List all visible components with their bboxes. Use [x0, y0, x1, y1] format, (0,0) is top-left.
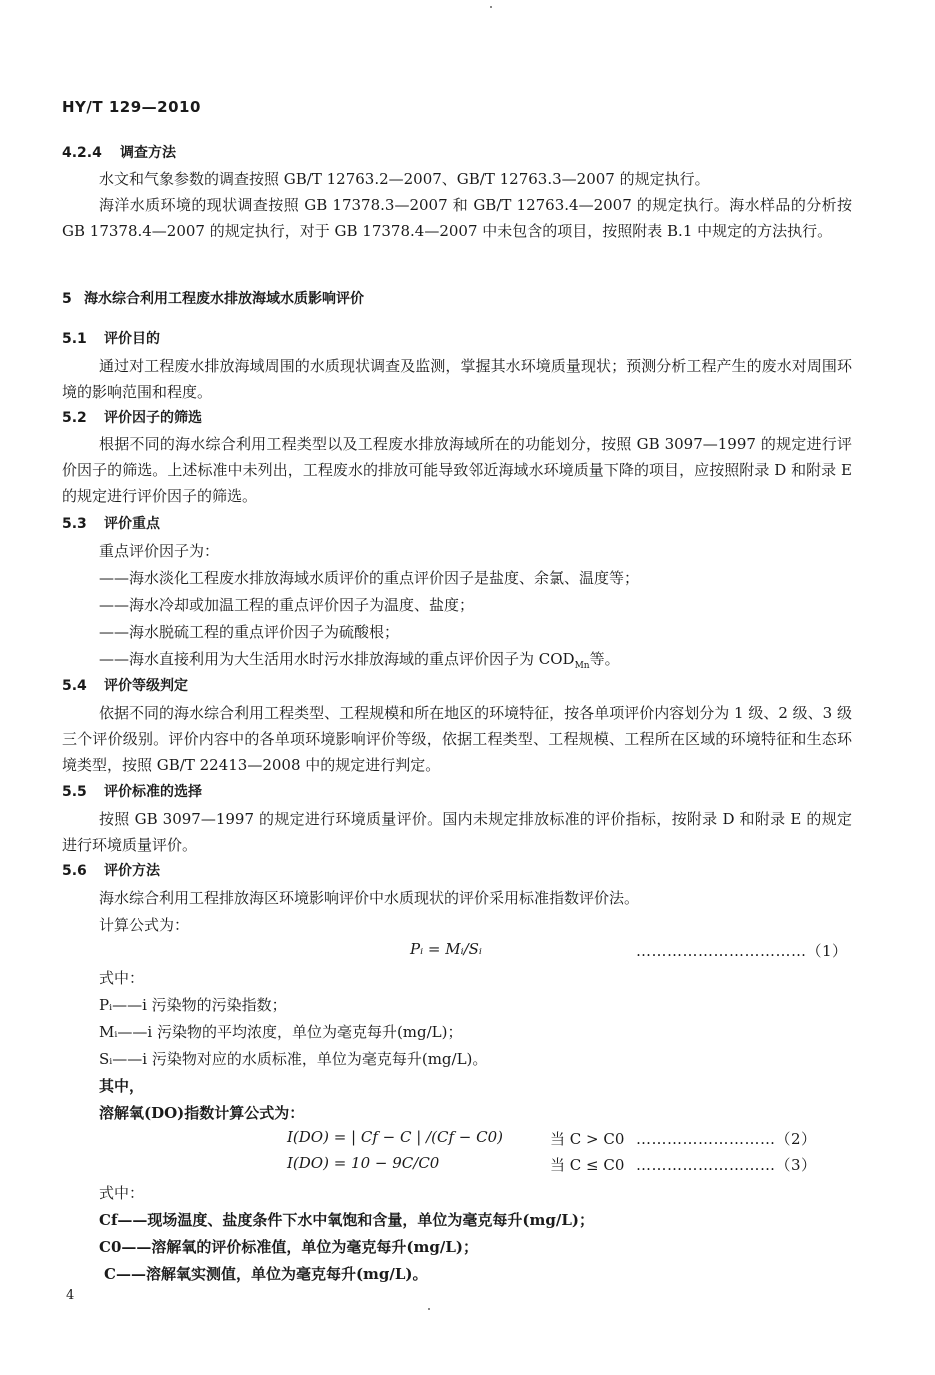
formula-3-number: ………………………（3） [636, 1156, 817, 1174]
among-label: 其中， [99, 1077, 145, 1095]
section-title: 评价标准的选择 [104, 784, 202, 800]
section-title: 评价等级判定 [104, 678, 188, 694]
paragraph-4-2-4-1: 水文和气象参数的调查按照 GB/T 12763.2—2007、GB/T 12763.3—2007 的规定执行。 [99, 170, 710, 188]
section-title: 海水综合利用工程废水排放海域水质影响评价 [84, 291, 364, 307]
paragraph-4-2-4-2: 海洋水质环境的现状调查按照 GB 17378.3—2007 和 GB/T 12763.4—2007 的规定执行。海水样品的分析按 GB 17378.4—2007 的规定执行，对于 GB 17378.4—2007 中未包含的项目，按照附表 B.1 中规定的方法执行。 [62, 196, 852, 240]
page-number: 4 [66, 1288, 75, 1303]
list-item-text: ——海水直接利用为大生活用水时污水排放海域的重点评价因子为 COD [99, 650, 575, 668]
section-title: 评价因子的筛选 [104, 410, 202, 426]
formula-1-number: ……………………………（1） [636, 942, 848, 960]
paragraph-5-6-1: 海水综合利用工程排放海区环境影响评价中水质现状的评价采用标准指数评价法。 [99, 889, 640, 907]
section-title: 评价方法 [104, 863, 160, 879]
definition-s: Sᵢ——i 污染物对应的水质标准，单位为毫克每升(mg/L)。 [99, 1050, 488, 1068]
definition-p: Pᵢ——i 污染物的污染指数； [99, 996, 287, 1014]
definition-cf: Cf——现场温度、盐度条件下水中氧饱和含量，单位为毫克每升(mg/L)； [99, 1211, 594, 1229]
do-formula-intro: 溶解氧(DO)指数计算公式为： [99, 1104, 305, 1122]
paragraph-5-4: 依据不同的海水综合利用工程类型、工程规模和所在地区的环境特征，按各单项评价内容划分为 1 级、2 级、3 级三个评价级别。评价内容中的各单项环境影响评价等级，依据工程类型、工程规模、工程所在区域的环境特征和生态环境类型，按照 GB/T 22413—2008 中的规定进行判定。 [62, 704, 852, 774]
section-number: 5.3 [62, 516, 87, 532]
section-title: 评价重点 [104, 516, 160, 532]
section-5-2-heading [62, 405, 202, 431]
formula-2: I(DO) = | Cf − C | /(Cf − C0) [287, 1128, 503, 1146]
section-number: 5.5 [62, 784, 87, 800]
list-item-suffix: 等。 [589, 650, 620, 668]
list-item-5-3-2: ——海水冷却或加温工程的重点评价因子为温度、盐度； [99, 596, 475, 614]
paragraph-5-3-intro: 重点评价因子为： [99, 542, 220, 560]
section-5-6-heading [62, 858, 160, 884]
formula-1: Pᵢ = Mᵢ/Sᵢ [410, 940, 482, 958]
formula-2-condition: 当 C > C0 [550, 1130, 625, 1148]
section-5-1-heading [62, 326, 160, 352]
section-5-3-heading [62, 511, 160, 537]
where-label-2: 式中： [99, 1184, 145, 1202]
list-item-5-3-1: ——海水淡化工程废水排放海域水质评价的重点评价因子是盐度、余氯、温度等； [99, 569, 640, 587]
section-4-2-4-heading [62, 140, 176, 166]
where-label-1: 式中： [99, 969, 145, 987]
formula-3: I(DO) = 10 − 9C/C0 [287, 1154, 440, 1172]
paragraph-5-5: 按照 GB 3097—1997 的规定进行环境质量评价。国内未规定排放标准的评价指标，按附录 D 和附录 E 的规定进行环境质量评价。 [62, 810, 852, 854]
scan-speck [490, 6, 492, 8]
section-title: 调查方法 [120, 145, 176, 161]
formula-3-condition: 当 C ≤ C0 [550, 1156, 625, 1174]
standard-code: HY/T 129—2010 [62, 98, 201, 116]
section-number: 5.2 [62, 410, 87, 426]
definition-c0: C0——溶解氧的评价标准值，单位为毫克每升(mg/L)； [99, 1238, 478, 1256]
scan-speck [428, 1308, 430, 1310]
paragraph-5-1: 通过对工程废水排放海域周围的水质现状调查及监测，掌握其水环境质量现状；预测分析工程产生的废水对周围环境的影响范围和程度。 [62, 357, 852, 401]
section-number: 5.6 [62, 863, 87, 879]
paragraph-5-6-2: 计算公式为： [99, 916, 190, 934]
definition-m: Mᵢ——i 污染物的平均浓度，单位为毫克每升(mg/L)； [99, 1023, 463, 1041]
formula-2-number: ………………………（2） [636, 1130, 817, 1148]
section-5-5-heading [62, 779, 202, 805]
section-number: 5.1 [62, 331, 87, 347]
section-number: 5.4 [62, 678, 87, 694]
section-title: 评价目的 [104, 331, 160, 347]
section-5-4-heading [62, 673, 188, 699]
section-number: 5 [62, 291, 72, 307]
section-number: 4.2.4 [62, 145, 102, 161]
section-5-heading [62, 286, 364, 312]
cod-subscript: Mn [574, 661, 590, 671]
list-item-5-3-3: ——海水脱硫工程的重点评价因子为硫酸根； [99, 623, 400, 641]
paragraph-5-2: 根据不同的海水综合利用工程类型以及工程废水排放海域所在的功能划分，按照 GB 3097—1997 的规定进行评价因子的筛选。上述标准中未列出，工程废水的排放可能导致邻近海域水环境质量下降的项目，应按照附录 D 和附录 E 的规定进行评价因子的筛选。 [62, 435, 852, 505]
definition-c: C——溶解氧实测值，单位为毫克每升(mg/L)。 [104, 1265, 428, 1283]
